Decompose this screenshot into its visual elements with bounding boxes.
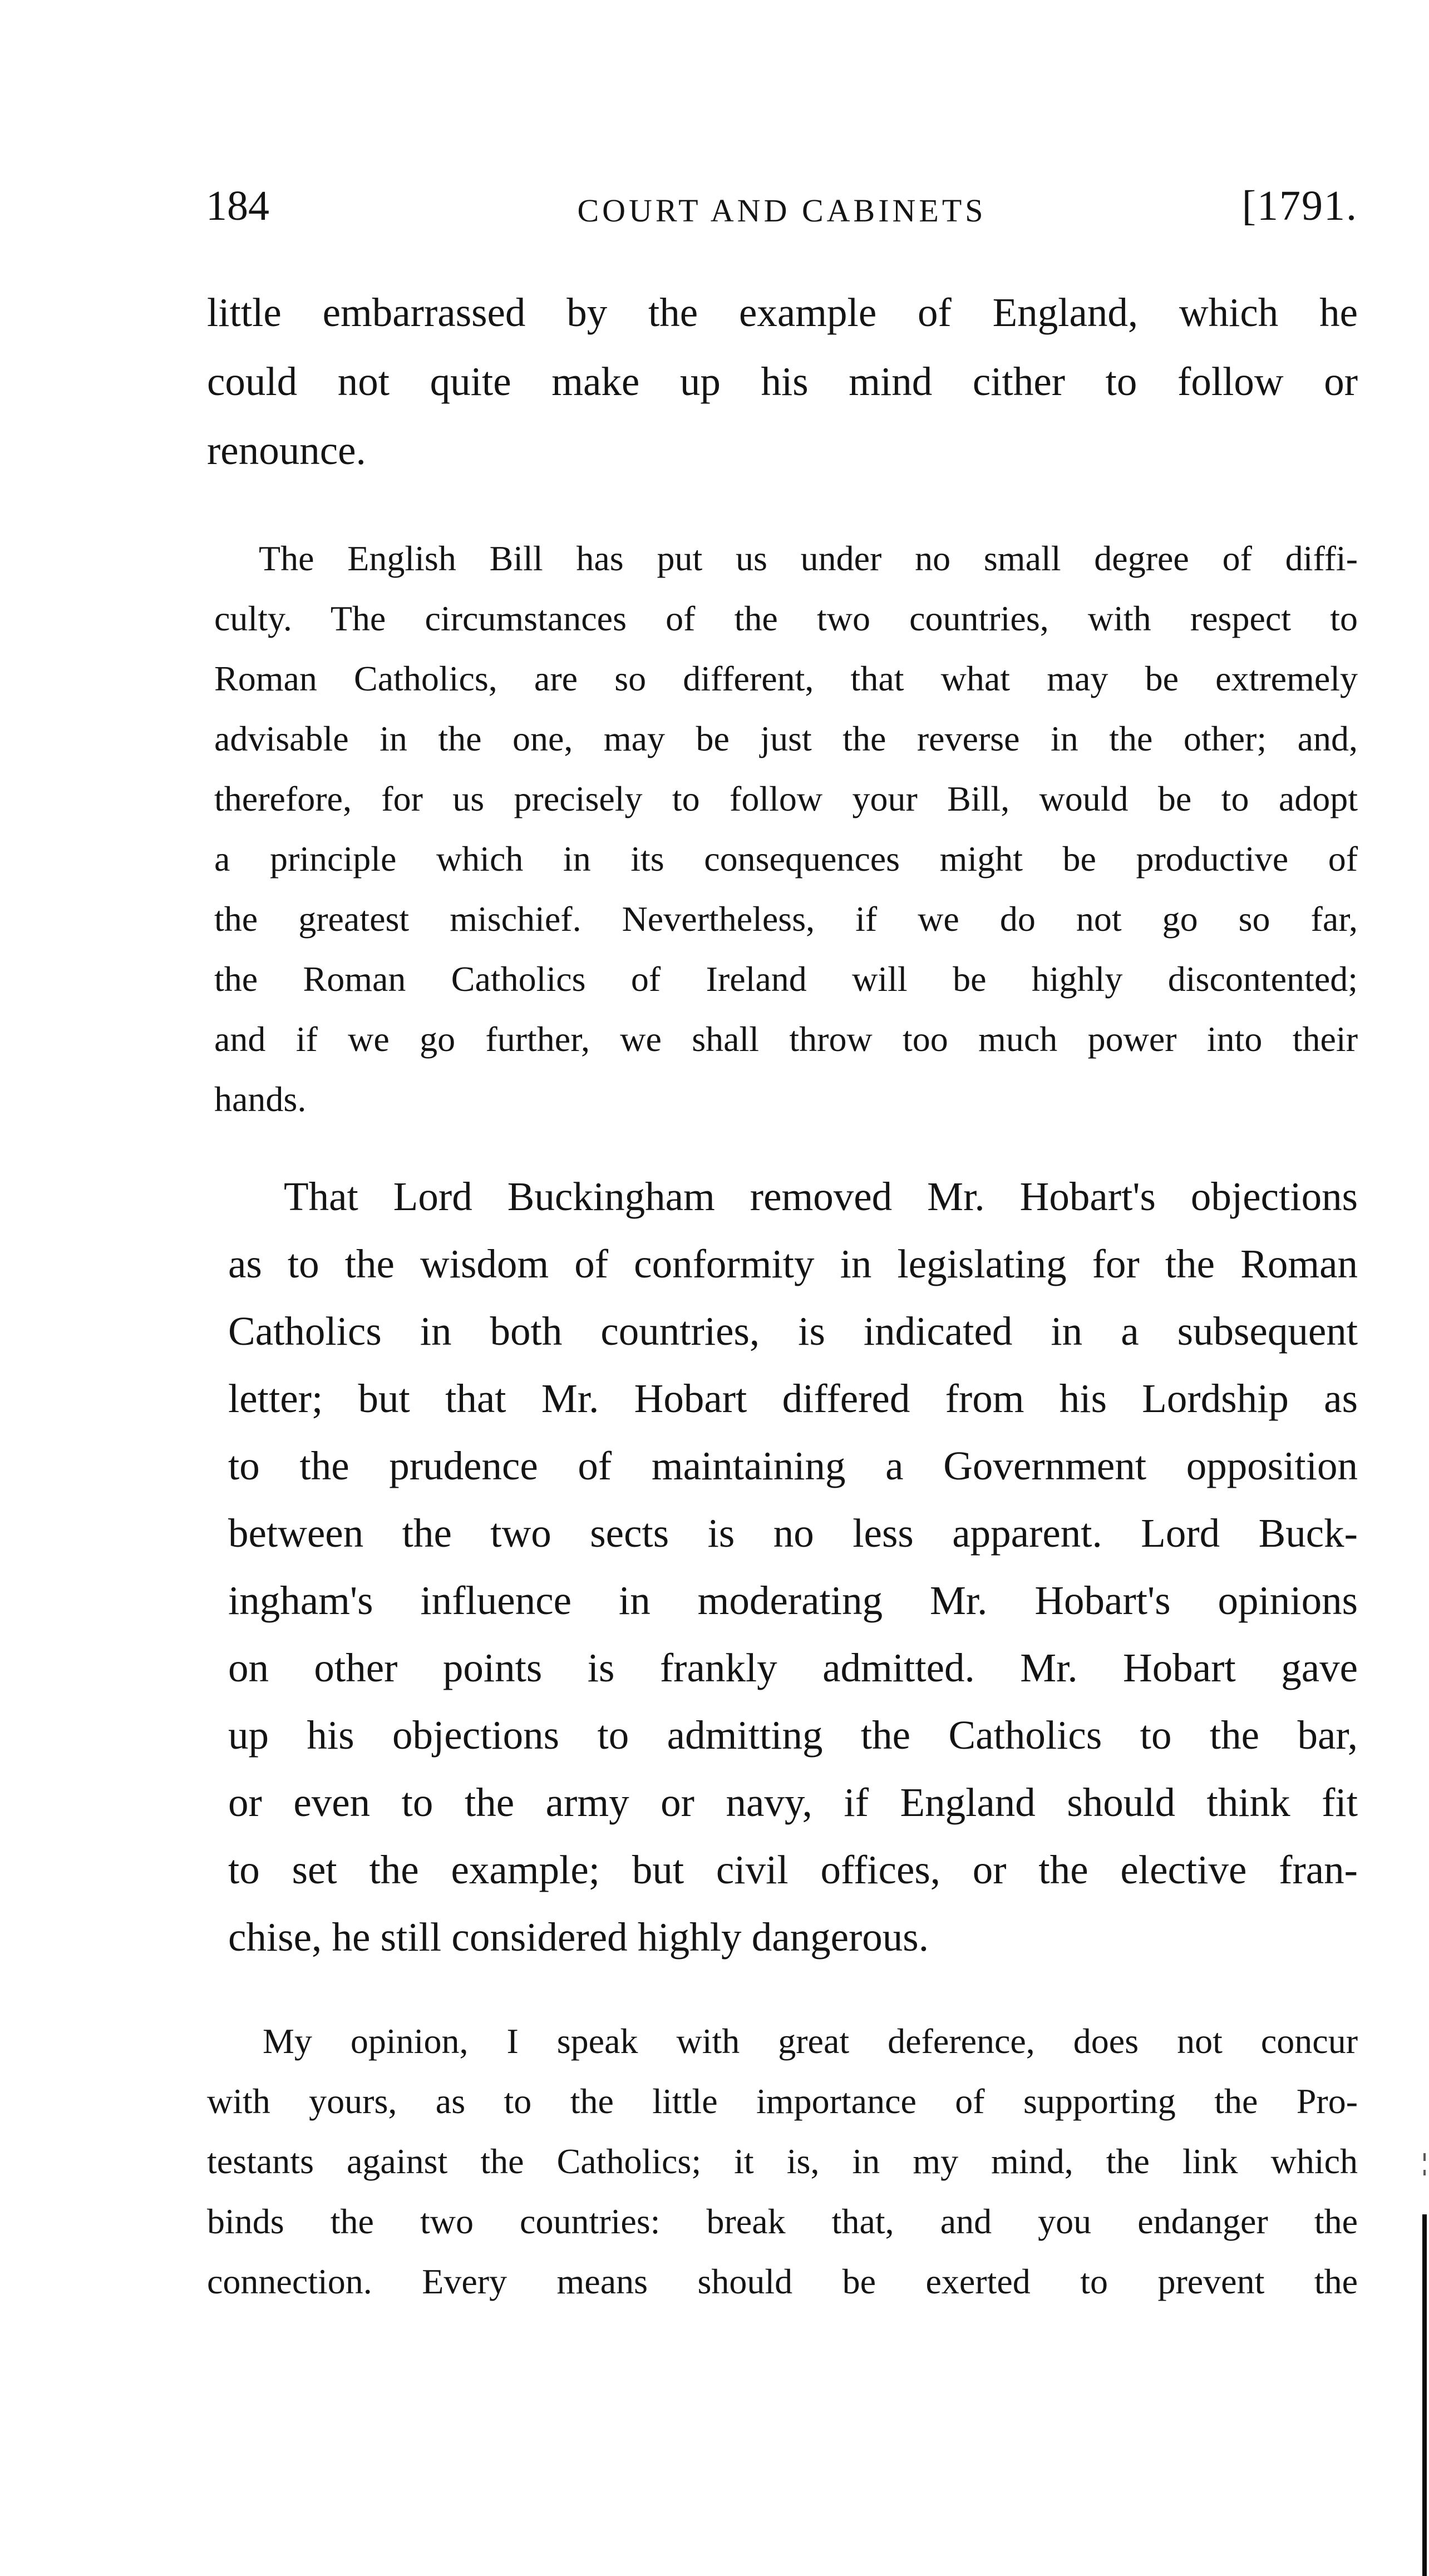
margin-mark bbox=[1423, 2153, 1426, 2161]
text-line: hands. bbox=[214, 1079, 307, 1119]
text-line: and if we go further, we shall throw too much power into their bbox=[214, 1019, 1358, 1059]
text-line: little embarrassed by the example of England, which he bbox=[207, 290, 1358, 335]
text-line: the Roman Catholics of Ireland will be highly discontented; bbox=[214, 959, 1358, 999]
text-line: therefore, for us precisely to follow your Bill, would be to adopt bbox=[214, 779, 1358, 818]
text-line: That Lord Buckingham removed Mr. Hobart's objections bbox=[284, 1174, 1358, 1219]
page-edge-shadow bbox=[1422, 2214, 1427, 2576]
text-line: renounce. bbox=[207, 428, 366, 473]
text-line: connection. Every means should be exerted to prevent the bbox=[207, 2262, 1358, 2301]
text-line: up his objections to admitting the Catholics to the bar, bbox=[228, 1713, 1358, 1758]
text-line: letter; but that Mr. Hobart differed from his Lordship as bbox=[228, 1376, 1358, 1421]
text-line: binds the two countries: break that, and you endanger the bbox=[207, 2202, 1358, 2241]
text-line: My opinion, I speak with great deference, does not concur bbox=[263, 2021, 1358, 2061]
letter-extract-1 bbox=[214, 529, 1358, 1129]
text-line: or even to the army or navy, if England should think fit bbox=[228, 1780, 1358, 1825]
text-line: between the two sects is no less apparent. Lord Buck- bbox=[228, 1511, 1358, 1556]
text-line: to set the example; but civil offices, or the elective fran- bbox=[228, 1847, 1358, 1892]
paragraph-continued bbox=[207, 278, 1358, 485]
year-marker: [1791. bbox=[1241, 182, 1358, 229]
text-line: as to the wisdom of conformity in legislating for the Roman bbox=[228, 1241, 1358, 1286]
text-line: on other points is frankly admitted. Mr. Hobart gave bbox=[228, 1645, 1358, 1690]
running-head: COURT AND CABINETS bbox=[577, 193, 987, 229]
text-line: Catholics in both countries, is indicated in a subsequent bbox=[228, 1309, 1358, 1354]
text-line: a principle which in its consequences might be productive of bbox=[214, 839, 1358, 879]
text-line: chise, he still considered highly dangerous. bbox=[228, 1914, 929, 1960]
text-line: to the prudence of maintaining a Government opposition bbox=[228, 1443, 1358, 1488]
text-line: culty. The circumstances of the two countries, with respect to bbox=[214, 599, 1358, 638]
text-line: the greatest mischief. Nevertheless, if we do not go so far, bbox=[214, 899, 1358, 939]
paragraph-main bbox=[228, 1163, 1358, 1971]
text-line: with yours, as to the little importance of supporting the Pro- bbox=[207, 2081, 1358, 2121]
text-line: Roman Catholics, are so different, that what may be extremely bbox=[214, 659, 1358, 698]
text-line: testants against the Catholics; it is, in my mind, the link which bbox=[207, 2141, 1358, 2181]
text-line: advisable in the one, may be just the reverse in the other; and, bbox=[214, 719, 1358, 758]
margin-mark bbox=[1423, 2170, 1426, 2175]
text-line: The English Bill has put us under no small degree of diffi- bbox=[259, 539, 1358, 578]
page-header bbox=[206, 178, 1358, 245]
page-number: 184 bbox=[206, 182, 269, 229]
text-line: ingham's influence in moderating Mr. Hobart's opinions bbox=[228, 1578, 1358, 1623]
letter-extract-2 bbox=[207, 2011, 1358, 2312]
text-line: could not quite make up his mind cither to follow or bbox=[207, 359, 1358, 404]
